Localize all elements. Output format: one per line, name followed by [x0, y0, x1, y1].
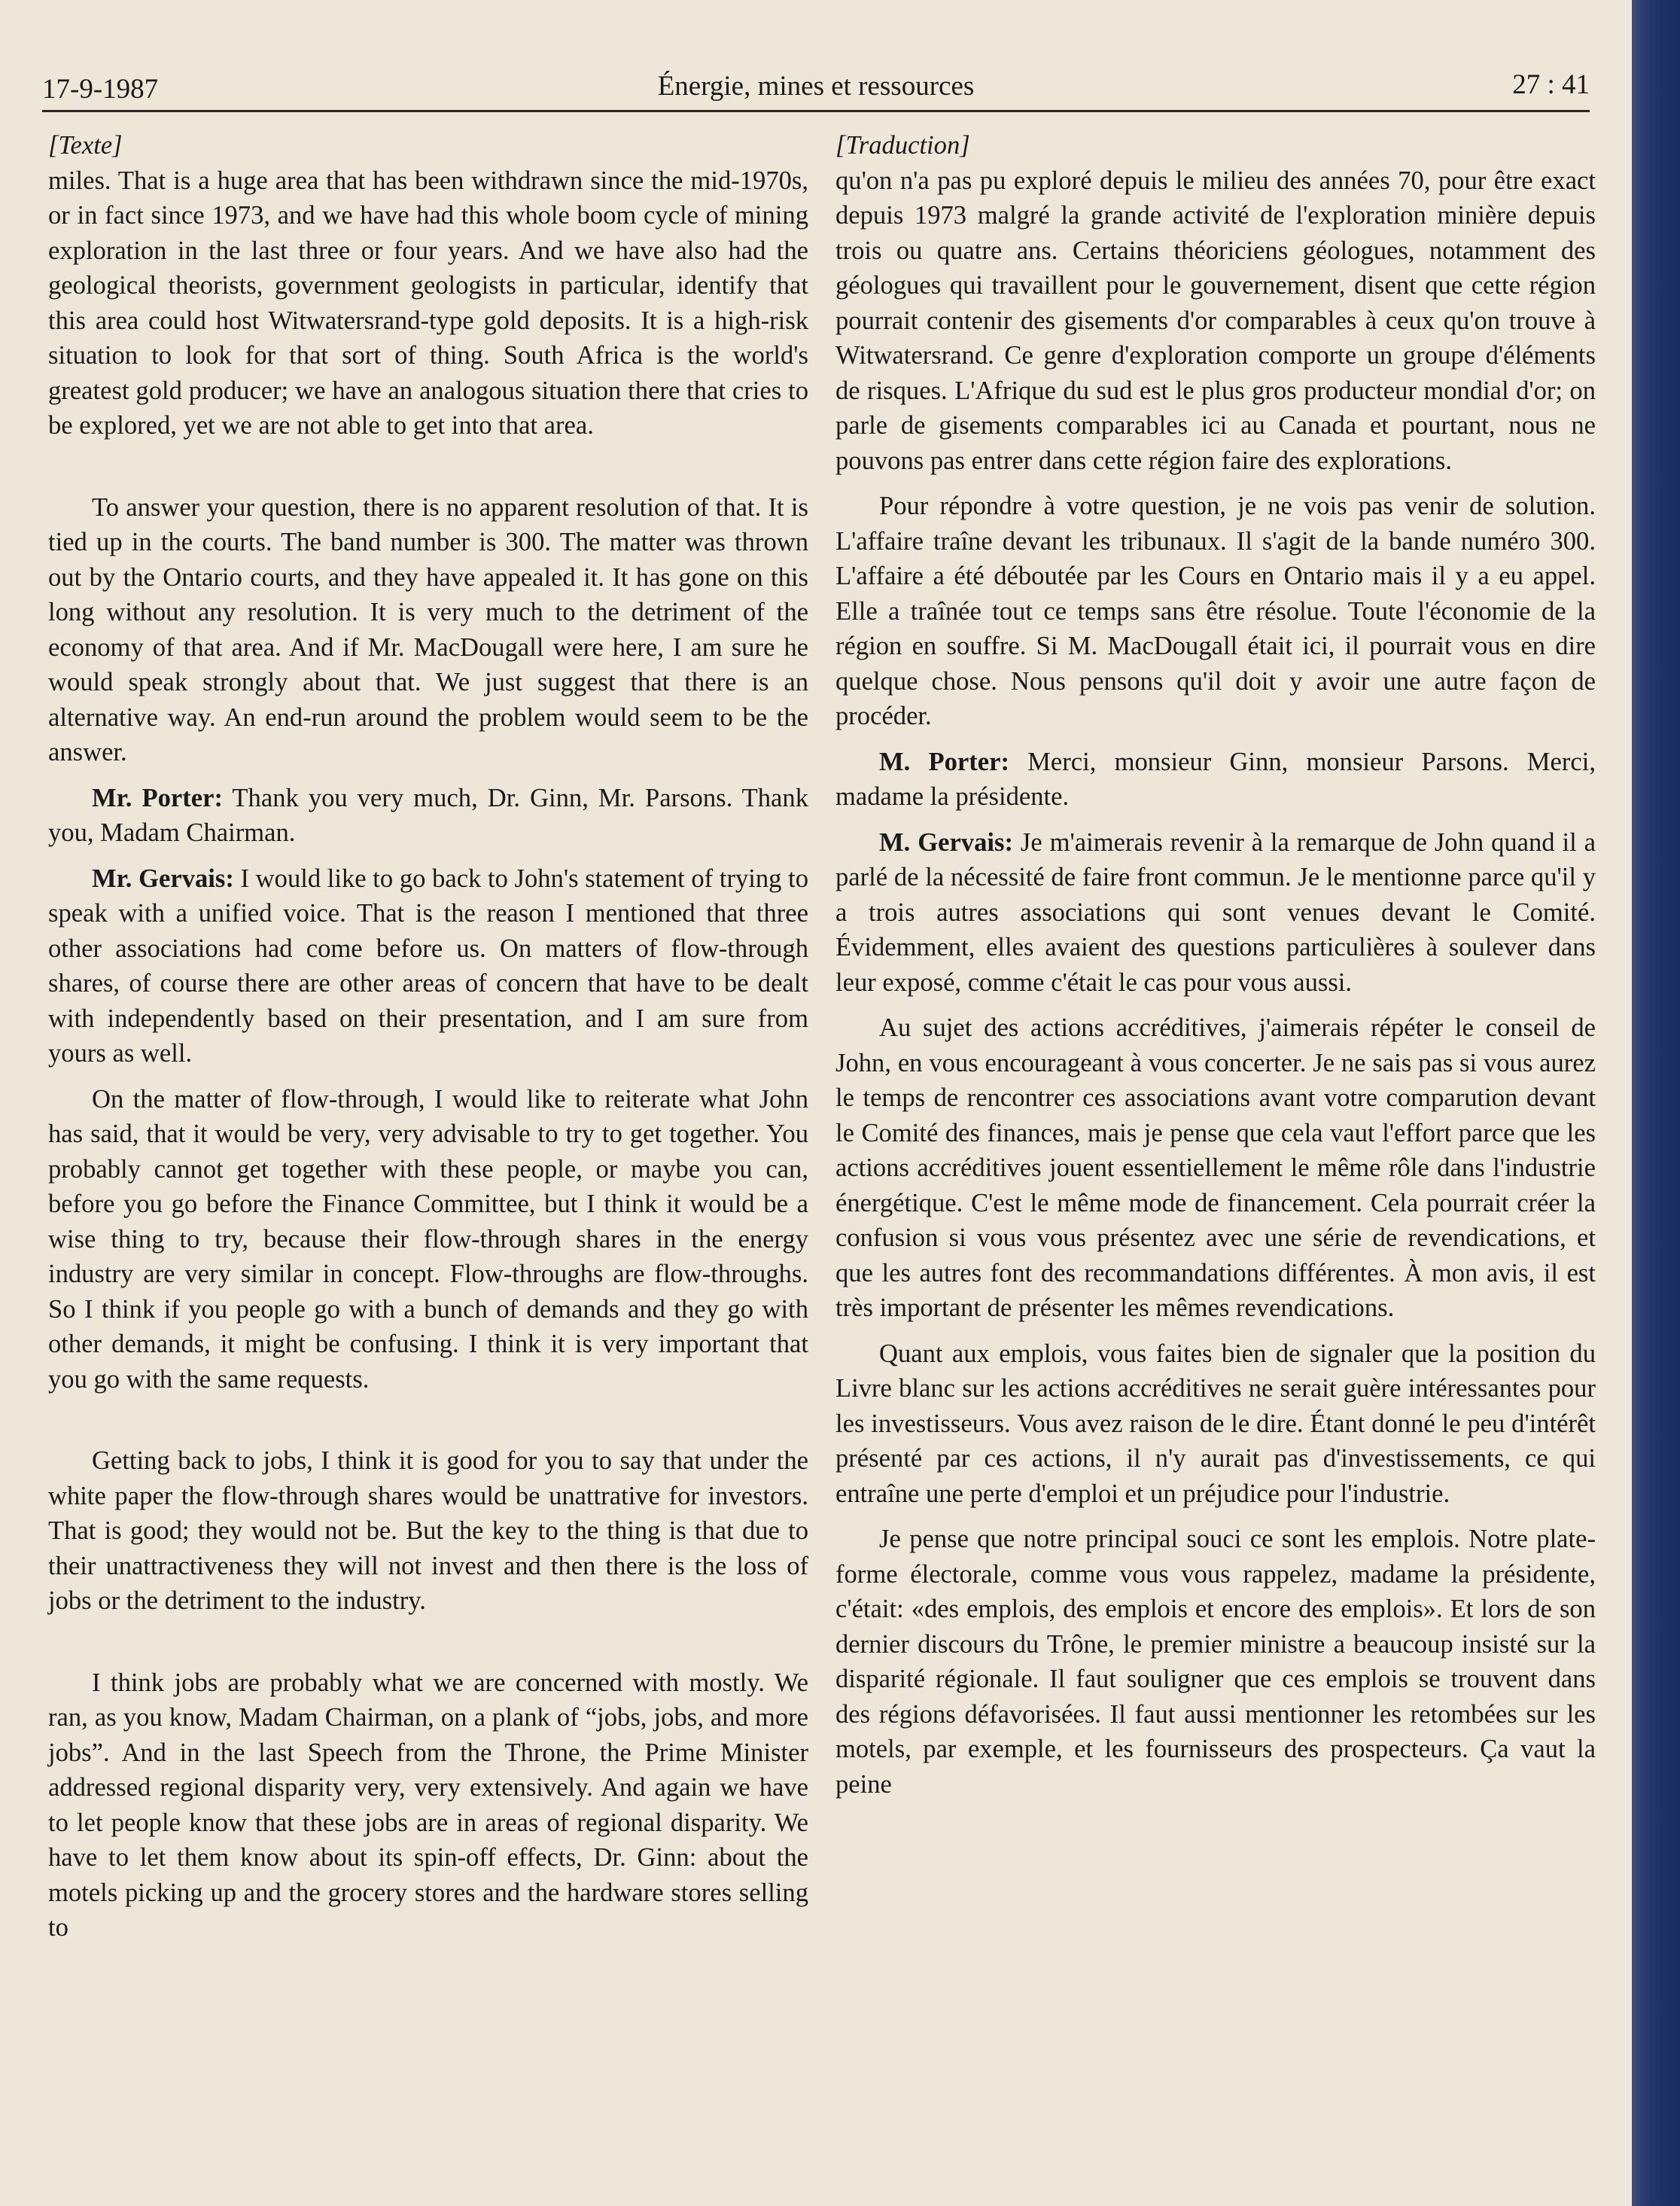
paragraph: To answer your question, there is no apparent resolution of that. It is tied up in the courts. The band number is 300. The matter was thrown out by the Ontario courts, and they have appealed it. It has gone on this long without any resolution. It is very much to the detriment of the economy of that area. And if Mr. MacDougall were here, I am sure he would speak strongly about that. We just suggest that there is an alternative way. An end-run around the problem would seem to be the answer.: [48, 492, 808, 766]
paragraph: Quant aux emplois, vous faites bien de signaler que la position du Livre blanc sur les actions accréditives ne serait guère intéressantes pour les investisseurs. Vous avez raison de le dire. Étant donné le peu d'intérêt présenté par ces actions, il n'y aurait pas d'investissements, ce qui entraîne une perte d'emploi et un préjudice pour l'industrie.: [835, 1339, 1596, 1508]
speaker-paragraph: [48, 861, 808, 1071]
french-column: [835, 128, 1596, 1802]
speaker-name: M. Gervais:: [879, 827, 1013, 857]
speaker-name: Mr. Porter:: [92, 783, 223, 812]
english-column: [48, 128, 808, 1945]
paragraph: Je pense que notre principal souci ce sont les emplois. Notre plate-forme électorale, comme vous vous rappelez, madame la présidente, c'était: «des emplois, des emplois et encore des emplois». Et lors de son dernier discours du Trône, le premier ministre a beaucoup insisté sur la disparité régionale. Il faut souligner que ces emplois se trouvent dans des régions défavorisées. Il faut aussi mentionner les retombées sur les motels, par exemple, et les fournisseurs des prospecteurs. Ça vaut la peine: [835, 1525, 1596, 1799]
header-title: Énergie, mines et ressources: [657, 71, 975, 102]
speaker-paragraph: [835, 825, 1596, 1001]
speaker-name: M. Porter:: [879, 747, 1009, 776]
column-label: [Traduction]: [835, 131, 970, 160]
page-header: [42, 65, 1590, 112]
header-page-number: 27 : 41: [1512, 69, 1590, 100]
speech-text: Thank you very much, Dr. Ginn, Mr. Parsons. Thank you, Madam Chairman.: [48, 783, 808, 847]
speech-text: Je m'aimerais revenir à la remarque de John quand il a parlé de la nécessité de faire front commun. Je le mentionne parce qu'il y a trois autres associations qui sont venues devant le Comité. Évidemment, elles avaient des questions particulières à soulever dans leur exposé, comme c'était le cas pour vous aussi.: [835, 827, 1596, 997]
speech-text: I would like to go back to John's statement of trying to speak with a unified voice. That is the reason I mentioned that three other associations had come before us. On matters of flow-through shares, of course there are other areas of concern that have to be dealt with independently based on their presentation, and I am sure from yours as well.: [48, 864, 808, 1068]
paragraph: On the matter of flow-through, I would like to reiterate what John has said, that it would be very, very advisable to try to get together. You probably cannot get together with these people, or maybe you can, before you go before the Finance Committee, but I think it would be a wise thing to try, because their flow-through shares in the energy industry are very similar in concept. Flow-throughs are flow-throughs. So I think if you people go with a bunch of demands and they go with other demands, it might be confusing. I think it is very important that you go with the same requests.: [48, 1084, 808, 1394]
paragraph: Pour répondre à votre question, je ne vois pas venir de solution. L'affaire traîne devant les tribunaux. Il s'agit de la bande numéro 300. L'affaire a été déboutée par les Cours en Ontario mais il y a eu appel. Elle a traînée tout ce temps sans être résolue. Toute l'économie de la région en souffre. Si M. MacDougall était ici, il pourrait vous en dire quelque chose. Nous pensons qu'il doit y avoir une autre façon de procéder.: [835, 492, 1596, 730]
speaker-paragraph: [835, 745, 1596, 815]
paragraph: miles. That is a huge area that has been withdrawn since the mid-1970s, or in fact since 1973, and we have had this whole boom cycle of mining exploration in the last three or four years. And we have also had the geological theorists, government geologists in particular, identify that this area could host Witwatersrand-type gold deposits. It is a high-risk situation to look for that sort of thing. South Africa is the world's greatest gold producer; we have an analogous situation there that cries to be explored, yet we are not able to get into that area.: [48, 166, 808, 440]
speaker-name: Mr. Gervais:: [92, 864, 234, 893]
column-label: [Texte]: [48, 131, 123, 160]
paragraph: qu'on n'a pas pu exploré depuis le milieu des années 70, pour être exact depuis 1973 malgré la grande activité de l'exploration minière depuis trois ou quatre ans. Certains théoriciens géologues, notamment des géologues qui travaillent pour le gouvernement, disent que cette région pourrait contenir des gisements d'or comparables à ceux qu'on trouve à Witwatersrand. Ce genre d'exploration comporte un groupe d'éléments de risques. L'Afrique du sud est le plus gros producteur mondial d'or; on parle de gisements comparables ici au Canada et pourtant, nous ne pouvons pas entrer dans cette région faire des explorations.: [835, 166, 1596, 475]
speech-text: Merci, monsieur Ginn, monsieur Parsons. Merci, madame la présidente.: [835, 747, 1596, 811]
speaker-paragraph: [48, 781, 808, 851]
paragraph: I think jobs are probably what we are concerned with mostly. We ran, as you know, Madam Chairman, on a plank of “jobs, jobs, and more jobs”. And in the last Speech from the Throne, the Prime Minister addressed regional disparity very, very extensively. And again we have to let people know that these jobs are in areas of regional disparity. We have to let them know about its spin-off effects, Dr. Ginn: about the motels picking up and the grocery stores and the hardware stores selling to: [48, 1668, 808, 1942]
book-binding-edge: [1632, 0, 1680, 2206]
header-date: 17-9-1987: [42, 74, 159, 105]
paragraph: Au sujet des actions accréditives, j'aimerais répéter le conseil de John, en vous encourageant à vous concerter. Je ne sais pas si vous aurez le temps de rencontrer ces associations avant votre comparution devant le Comité des finances, mais je pense que cela vaut l'effort parce que les actions accréditives jouent essentiellement le même rôle dans l'industrie énergétique. C'est le même mode de financement. Cela pourrait créer la confusion si vous vous présentez avec une série de revendications, et que les autres font des recommandations différentes. À mon avis, il est très important de présenter les mêmes revendications.: [835, 1013, 1596, 1322]
paragraph: Getting back to jobs, I think it is good for you to say that under the white paper the flow-through shares would be unattrative for investors. That is good; they would not be. But the key to the thing is that due to their unattractiveness they will not invest and then there is the loss of jobs or the detriment to the industry.: [48, 1446, 808, 1615]
